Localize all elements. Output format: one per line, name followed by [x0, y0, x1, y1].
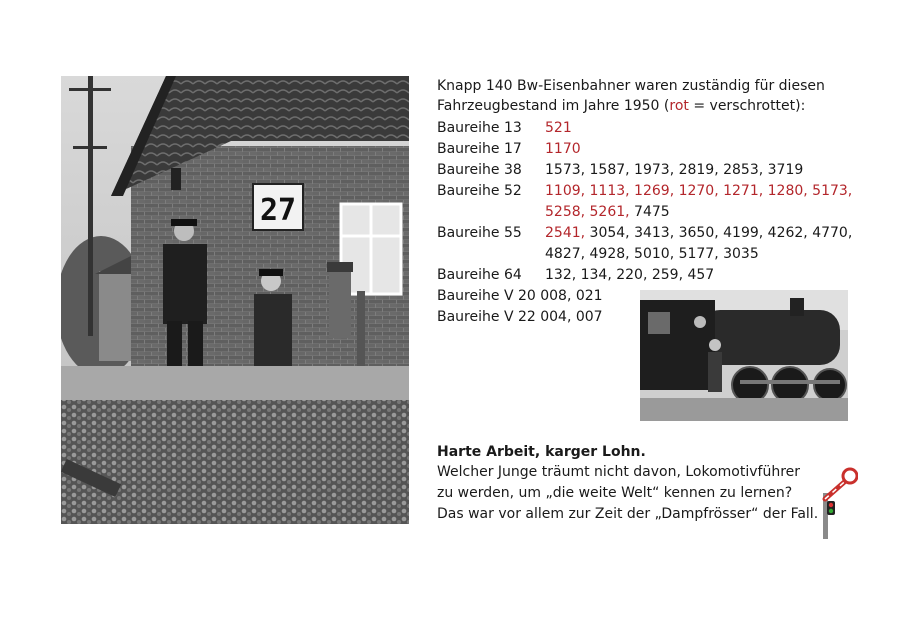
fleet-row-v22	[437, 307, 603, 328]
article-body	[437, 462, 822, 525]
intro-line-2: Fahrzeugbestand im Jahre 1950 (rot = verschrottet):	[437, 98, 806, 114]
fleet-row-br64: Baureihe 64 132, 134, 220, 259, 457	[437, 265, 714, 286]
legend-red-word: rot	[669, 98, 689, 114]
fleet-row-label: Baureihe 52	[437, 183, 522, 199]
fleet-row-br38: Baureihe 38 1573, 1587, 1973, 2819, 2853, 3719	[437, 160, 803, 181]
body-line-2: zu werden, um „die weite Welt“ kennen zu lernen?	[437, 485, 793, 501]
body-line-1: Welcher Junge träumt nicht davon, Lokomotivführer	[437, 464, 801, 480]
fleet-row-br55: Baureihe 55 2541, 3054, 3413, 3650, 4199, 4262, 4770,	[437, 223, 852, 244]
fleet-row-br13: Baureihe 13 521	[437, 118, 572, 139]
fleet-row-label: Baureihe 64	[437, 267, 522, 283]
house-number-sign: 27	[259, 193, 297, 228]
railway-signal-icon	[814, 465, 858, 541]
article-headline: Harte Arbeit, karger Lohn.	[437, 444, 646, 460]
fleet-row-label: Baureihe V 20 008, 021	[437, 288, 603, 304]
fleet-row-br17: Baureihe 17 1170	[437, 139, 581, 160]
historic-photo-station-building	[61, 76, 409, 524]
fleet-row-label: Baureihe 38	[437, 162, 522, 178]
fleet-row-br55-cont: 4827, 4928, 5010, 5177, 3035	[545, 246, 759, 262]
fleet-row-label: Baureihe 55	[437, 225, 522, 241]
fleet-intro	[437, 76, 857, 116]
fleet-row-br52-cont: 5258, 5261, 7475	[545, 204, 670, 220]
fleet-row-label: Baureihe 17	[437, 141, 522, 157]
fleet-row-br52: Baureihe 52 1109, 1113, 1269, 1270, 1271, 1280, 5173,	[437, 181, 852, 202]
fleet-row-label: Baureihe 13	[437, 120, 522, 136]
historic-photo-locomotive	[640, 290, 848, 421]
fleet-row-label: Baureihe V 22 004, 007	[437, 309, 603, 325]
intro-line-1: Knapp 140 Bw-Eisenbahner waren zuständig für diesen	[437, 78, 825, 94]
body-line-3: Das war vor allem zur Zeit der „Dampfrösser“ der Fall.	[437, 506, 819, 522]
fleet-row-v20	[437, 286, 603, 307]
